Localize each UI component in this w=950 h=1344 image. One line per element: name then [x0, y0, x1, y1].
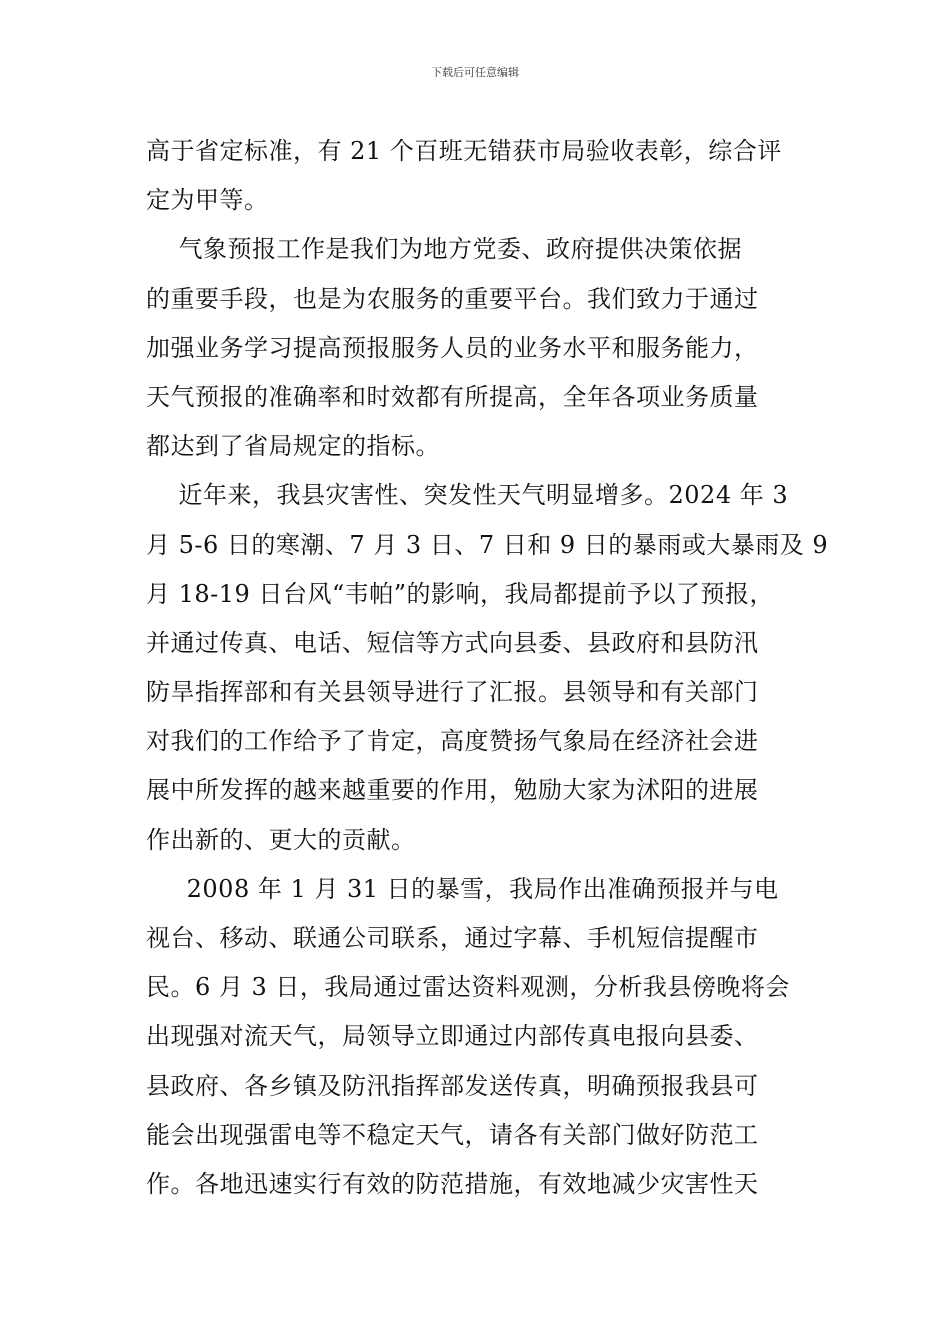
text-line: 对我们的工作给予了肯定，高度赞扬气象局在经济社会进 — [146, 727, 759, 756]
document-body — [146, 127, 829, 1209]
text-line: 近年来，我县灾害性、突发性天气明显增多。2024 年 3 — [146, 481, 789, 510]
text-line: 作。各地迅速实行有效的防范措施，有效地减少灾害性天 — [146, 1169, 759, 1198]
text-line: 的重要手段，也是为农服务的重要平台。我们致力于通过 — [146, 284, 759, 313]
page-header: 下载后可任意编辑 — [431, 66, 519, 79]
text-line: 展中所发挥的越来越重要的作用，勉励大家为沭阳的进展 — [146, 776, 759, 805]
text-line: 能会出现强雷电等不稳定天气，请各有关部门做好防范工 — [146, 1120, 759, 1149]
text-line: 天气预报的准确率和时效都有所提高，全年各项业务质量 — [146, 382, 759, 411]
text-line: 防旱指挥部和有关县领导进行了汇报。县领导和有关部门 — [146, 678, 759, 707]
text-line: 月 18-19 日台风“韦帕”的影响，我局都提前予以了预报， — [146, 579, 774, 608]
text-line: 出现强对流天气，局领导立即通过内部传真电报向县委、 — [146, 1022, 759, 1051]
text-line: 加强业务学习提高预报服务人员的业务水平和服务能力， — [146, 333, 759, 362]
text-line: 民。6 月 3 日，我局通过雷达资料观测，分析我县傍晚将会 — [146, 973, 790, 1002]
text-line: 高于省定标准，有 21 个百班无错获市局验收表彰，综合评 — [146, 137, 782, 165]
text-line: 2008 年 1 月 31 日的暴雪，我局作出准确预报并与电 — [146, 874, 779, 903]
text-line: 并通过传真、电话、短信等方式向县委、县政府和县防汛 — [146, 628, 759, 657]
text-line: 县政府、各乡镇及防汛指挥部发送传真，明确预报我县可 — [146, 1071, 759, 1100]
text-line: 气象预报工作是我们为地方党委、政府提供决策依据 — [146, 235, 743, 264]
text-line: 作出新的、更大的贡献。 — [146, 825, 416, 854]
text-line: 视台、移动、联通公司联系，通过字幕、手机短信提醒市 — [146, 924, 759, 952]
text-line: 定为甲等。 — [146, 186, 269, 215]
text-line: 月 5-6 日的寒潮、7 月 3 日、7 日和 9 日的暴雨或大暴雨及 9 — [146, 530, 829, 559]
text-line: 都达到了省局规定的指标。 — [146, 432, 440, 461]
